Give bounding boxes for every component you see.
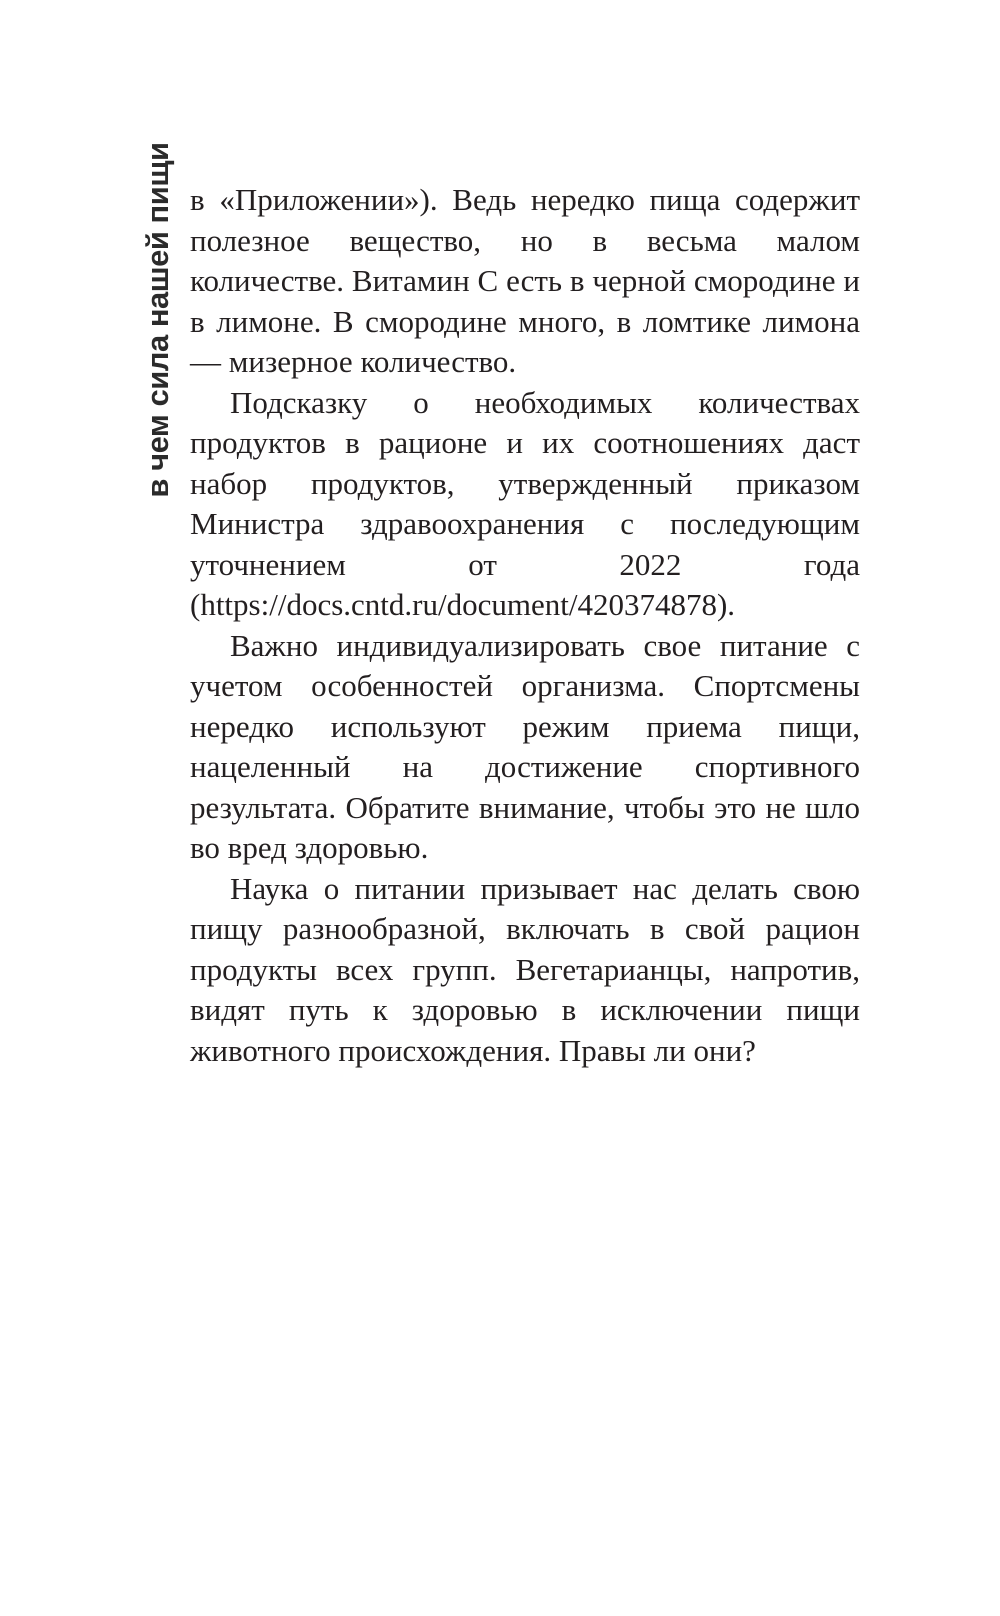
paragraph-2: Подсказку о необходимых количествах продуктов в рационе и их соотношениях даст набор продуктов, утвержденный приказом Министра здравоохранения с последующим уточнением от 2022 года (https://docs.cntd.ru/document/420374878). [190,384,860,622]
running-head [138,130,178,510]
running-head-title: в чем сила нашей пищи [140,142,175,498]
paragraph-1: в «Приложении»). Ведь нередко пища содержит полезное вещество, но в весьма малом количестве. Витамин С есть в черной смородине и в лимоне. В смородине много, в ломтике лимона — мизерное количество. [190,182,860,379]
body-text [190,180,860,1071]
paragraph-4: Наука о питании призывает нас делать свою пищу разнообразной, включать в свой рацион продукты всех групп. Вегетарианцы, напротив, видят путь к здоровью в исключении пищи животного происхождения. Правы ли они? [190,870,860,1068]
paragraph-3: Важно индивидуализировать свое питание с учетом особенностей организма. Спортсмены нередко используют режим приема пищи, нацеленный на достижение спортивного результата. Обратите внимание, чтобы это не шло во вред здоровью. [190,627,860,865]
